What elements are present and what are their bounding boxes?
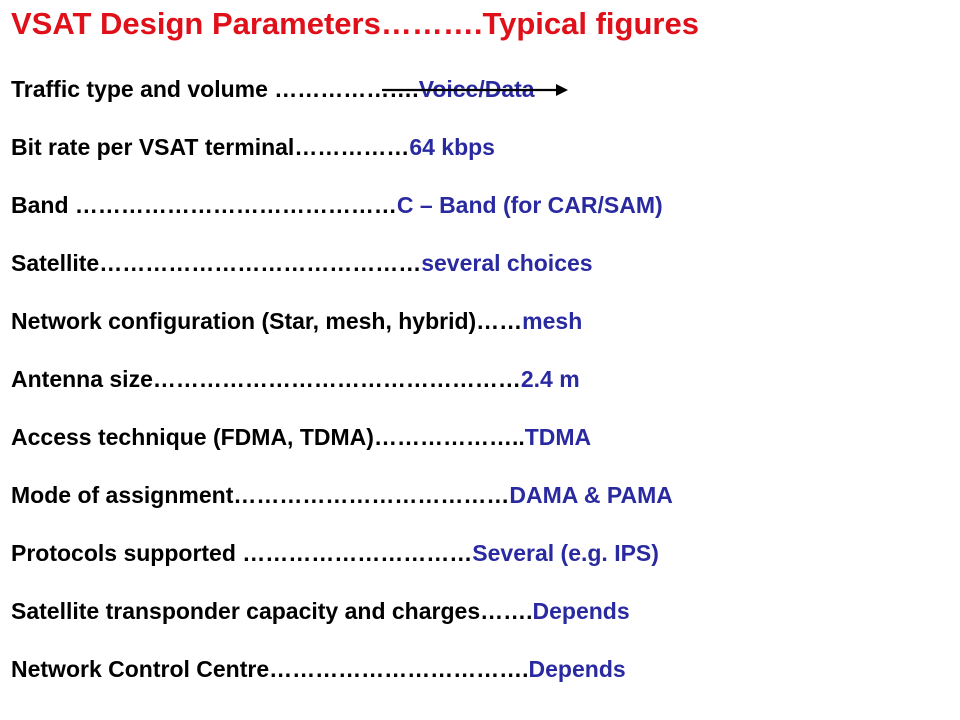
parameter-value: C – Band (for CAR/SAM) <box>396 192 663 218</box>
leader-dots: …………… <box>294 134 410 160</box>
parameter-label: Traffic type and volume <box>11 76 275 102</box>
leader-dots: ……. <box>480 598 533 624</box>
parameter-row-network-config <box>11 307 582 335</box>
parameter-row-bitrate <box>11 133 495 161</box>
parameter-label: Satellite transponder capacity and charges <box>11 598 481 624</box>
slide-title: VSAT Design Parameters……….Typical figures <box>11 6 699 41</box>
leader-dots: ……………….. <box>373 424 525 450</box>
parameter-value: DAMA & PAMA <box>509 482 673 508</box>
parameter-row-ncc <box>11 655 626 683</box>
parameter-label: Protocols supported <box>11 540 243 566</box>
parameter-value: several choices <box>421 250 593 276</box>
leader-dots: ………………………… <box>242 540 473 566</box>
leader-dots: …… <box>476 308 523 334</box>
parameter-label: Access technique (FDMA, TDMA) <box>11 424 374 450</box>
leader-dots: ……………………………… <box>233 482 510 508</box>
parameter-value: TDMA <box>524 424 592 450</box>
parameter-value: Depends <box>528 656 626 682</box>
leader-dots: ………………………………………… <box>152 366 521 392</box>
parameter-label: Satellite <box>11 250 100 276</box>
parameter-value: 2.4 m <box>520 366 580 392</box>
leader-dots: …………………………………… <box>99 250 422 276</box>
parameter-value: Voice/Data <box>418 76 535 102</box>
parameter-label: Network Control Centre <box>11 656 270 682</box>
parameter-label: Network configuration (Star, mesh, hybrid) <box>11 308 477 334</box>
parameter-label: Antenna size <box>11 366 153 392</box>
parameter-value: 64 kbps <box>409 134 495 160</box>
parameter-value: Depends <box>532 598 630 624</box>
parameter-value: mesh <box>522 308 583 334</box>
parameter-row-band <box>11 191 663 219</box>
parameter-row-protocols <box>11 539 659 567</box>
parameter-row-transponder <box>11 597 630 625</box>
parameter-label: Band <box>11 192 75 218</box>
parameter-row-access <box>11 423 591 451</box>
parameter-row-satellite <box>11 249 593 277</box>
leader-dots: ………………. <box>274 76 419 102</box>
parameter-value: Several (e.g. IPS) <box>472 540 659 566</box>
parameter-label: Bit rate per VSAT terminal <box>11 134 295 160</box>
arrow-right-icon <box>380 80 570 100</box>
leader-dots: …………………………………… <box>74 192 397 218</box>
parameter-row-assignment <box>11 481 673 509</box>
parameter-row-antenna <box>11 365 580 393</box>
leader-dots: ……………………………. <box>269 656 529 682</box>
parameter-label: Mode of assignment <box>11 482 234 508</box>
